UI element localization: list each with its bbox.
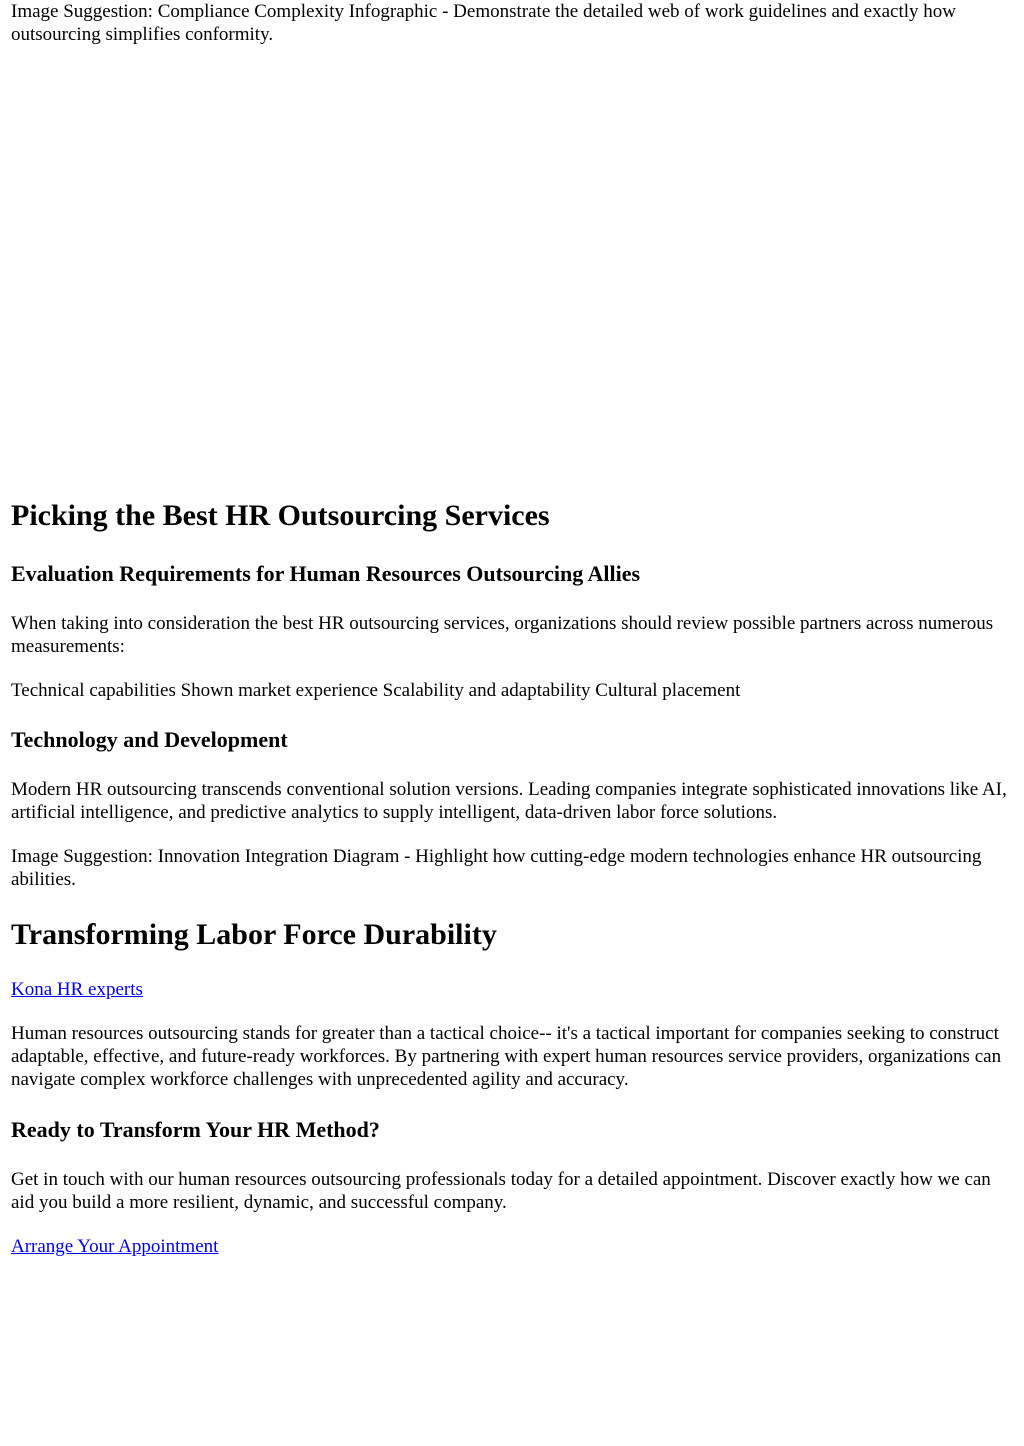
transforming-paragraph: Human resources outsourcing stands for greater than a tactical choice-- it's a tactical important for companies seeking to construct adaptable, effective, and future-ready workforces. By partnering with expert human resources service providers, organizations can navigate complex workforce challenges with unprecedented agility and accuracy. bbox=[11, 1023, 1002, 1090]
evaluation-heading: Evaluation Requirements for Human Resources Outsourcing Allies bbox=[11, 561, 641, 586]
picking-heading: Picking the Best HR Outsourcing Services bbox=[11, 499, 550, 532]
compliance-image-suggestion: Image Suggestion: Compliance Complexity Infographic - Demonstrate the detailed web of work guidelines and exactly how outsourcing simplifies conformity. bbox=[11, 1, 956, 45]
appointment-link-paragraph bbox=[11, 1235, 1014, 1258]
image-placeholder bbox=[11, 56, 1014, 476]
innovation-image-suggestion: Image Suggestion: Innovation Integration Diagram - Highlight how cutting-edge modern technologies enhance HR outsourcing abilities. bbox=[11, 846, 982, 890]
evaluation-paragraph: When taking into consideration the best HR outsourcing services, organizations should review possible partners across numerous measurements: bbox=[11, 613, 994, 657]
kona-link-paragraph bbox=[11, 978, 1014, 1001]
cta-paragraph: Get in touch with our human resources outsourcing professionals today for a detailed appointment. Discover exactly how we can aid you build a more resilient, dynamic, and successful company. bbox=[11, 1169, 991, 1213]
arrange-appointment-link[interactable]: Arrange Your Appointment bbox=[11, 1236, 219, 1257]
transforming-heading: Transforming Labor Force Durability bbox=[11, 918, 497, 951]
technology-heading: Technology and Development bbox=[11, 727, 288, 752]
technology-paragraph: Modern HR outsourcing transcends conventional solution versions. Leading companies integrate sophisticated innovations like AI, artificial intelligence, and predictive analytics to supply intelligent, data-driven labor force solutions. bbox=[11, 779, 1007, 823]
kona-hr-experts-link[interactable]: Kona HR experts bbox=[11, 979, 143, 1000]
criteria-paragraph: Technical capabilities Shown market experience Scalability and adaptability Cultural placement bbox=[11, 680, 741, 701]
cta-heading: Ready to Transform Your HR Method? bbox=[11, 1117, 380, 1142]
